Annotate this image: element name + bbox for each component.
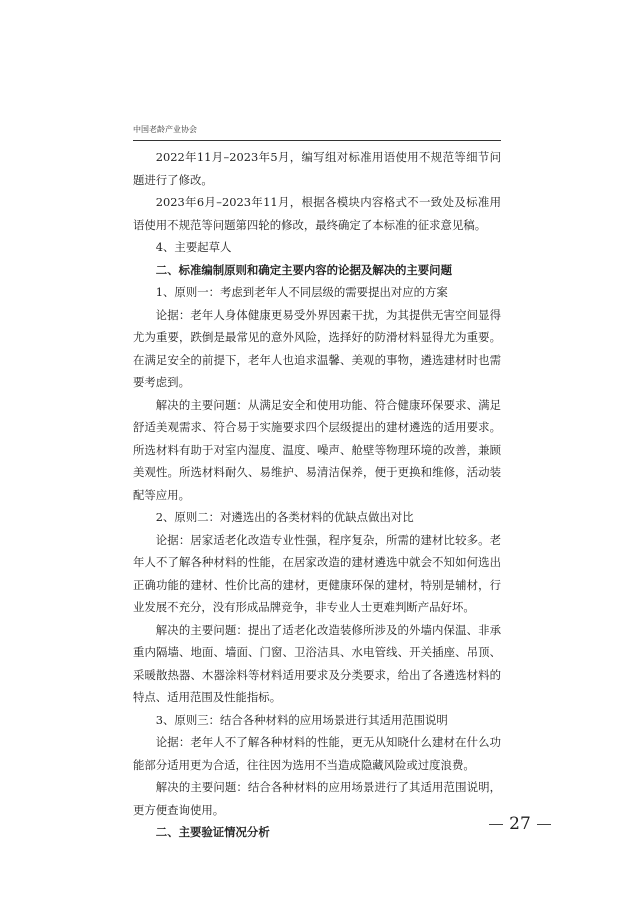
- section-heading: 二、标准编制原则和确定主要内容的论据及解决的主要问题: [155, 262, 452, 277]
- paragraph: 1、原则一：考虑到老年人不同层级的需要提出对应的方案: [155, 285, 448, 299]
- paragraph: 论据：老年人不了解各种材料的性能，更无从知晓什么建材在什么功能部分适用更为合适，往往因为选用不当造成隐藏风险或过度浪费。: [133, 735, 501, 772]
- header-rule: [133, 140, 501, 141]
- paragraph: 论据：老年人身体健康更易受外界因素干扰，为其提供无害空间显得尤为重要，跌倒是最常见的意外风险，选择好的防滑材料显得尤为重要。在满足安全的前提下，老年人也追求温馨、美观的事物，遴选建材时也需要考虑到。: [133, 307, 501, 389]
- paragraph: 2023年6月–2023年11月，根据各模块内容格式不一致处及标准用语使用不规范等问题第四轮的修改，最终确定了本标准的征求意见稿。: [133, 195, 501, 232]
- page-number: [478, 814, 562, 834]
- paragraph: 解决的主要问题：结合各种材料的应用场景进行了其适用范围说明，更方便查询使用。: [133, 780, 501, 817]
- paragraph: 论据：居家适老化改造专业性强，程序复杂，所需的建材比较多。老年人不了解各种材料的性能，在居家改造的建材遴选中就会不知如何选出正确功能的建材、性价比高的建材，更健康环保的建材，特别是辅材，行业发展不充分，没有形成品牌竞争，非专业人士更难判断产品好坏。: [133, 532, 501, 614]
- paragraph: 解决的主要问题：提出了适老化改造装修所涉及的外墙内保温、非承重内隔墙、地面、墙面、门窗、卫浴洁具、水电管线、开关插座、吊顶、采暖散热器、木器涂料等材料适用要求及分类要求，给出了各遴选材料的特点、适用范围及性能指标。: [133, 622, 501, 704]
- paragraph: 3、原则三：结合各种材料的应用场景进行其适用范围说明: [155, 712, 448, 727]
- document-body: [133, 146, 501, 844]
- paragraph: 2022年11月–2023年5月，编写组对标准用语使用不规范等细节问题进行了修改。: [133, 150, 501, 187]
- paragraph: 4、主要起草人: [155, 240, 232, 254]
- paragraph: 解决的主要问题：从满足安全和使用功能、符合健康环保要求、满足舒适美观需求、符合易于实施要求四个层级提出的建材遴选的适用要求。所选材料有助于对室内湿度、温度、噪声、舱壁等物理环境的改善，兼顾美观性。所选材料耐久、易维护、易清洁保养，便于更换和维修，活动装配等应用。: [133, 397, 501, 502]
- left-dash: [489, 824, 503, 825]
- running-header: 中国老龄产业协会: [133, 125, 197, 134]
- page-number-text: 27: [509, 814, 531, 834]
- right-dash: [537, 824, 551, 825]
- section-heading: 二、主要验证情况分析: [155, 825, 270, 839]
- paragraph: 2、原则二：对遴选出的各类材料的优缺点做出对比: [155, 510, 414, 524]
